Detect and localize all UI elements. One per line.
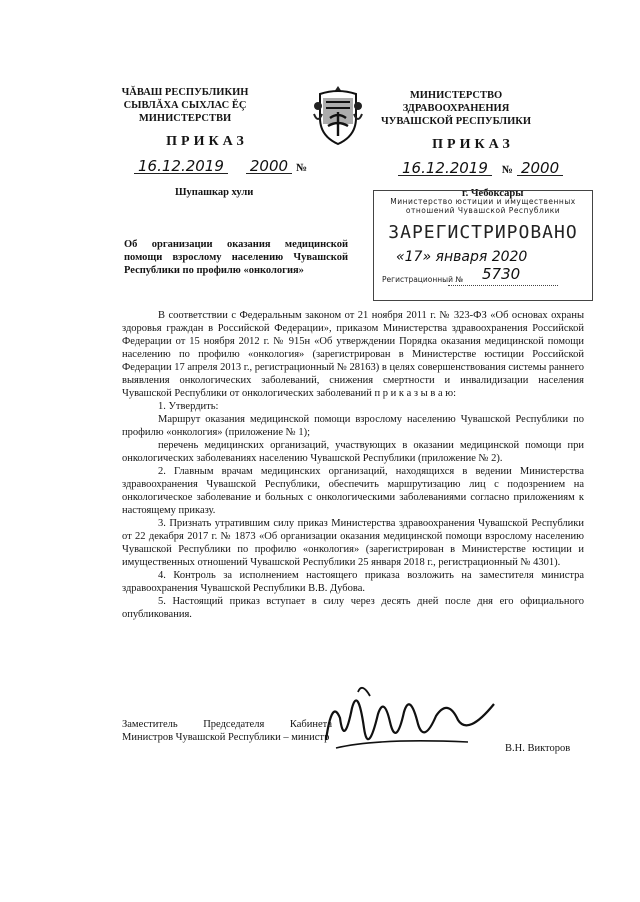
prikaz-right-date: 16.12.2019 — [398, 161, 492, 176]
stamp-date: «17» января 2020 — [396, 249, 528, 265]
header-left-line3: МИНИСТЕРСТВИ — [138, 113, 232, 124]
stamp-reg-number: 5730 — [482, 265, 521, 283]
prikaz-left-date-row — [134, 158, 324, 176]
document-title: Об организации оказания медицинской помощи взрослому населению Чувашской Республики по профилю «онкология» — [124, 239, 348, 276]
header-left-line2: СЫВЛĂХА СЫХЛАС ĔÇ — [123, 100, 247, 111]
body-paragraph-3: Маршрут оказания медицинской помощи взрослому населению Чувашской Республики по профилю «онкология» (приложение № 1); — [122, 414, 584, 438]
header-left-line1: ЧĂВАШ РЕСПУБЛИКИН — [121, 87, 249, 98]
prikaz-right-city: г. Чебоксары — [462, 188, 524, 199]
registration-stamp — [373, 190, 593, 301]
document-body — [122, 309, 584, 621]
handwritten-signature-icon — [318, 678, 508, 768]
body-paragraph-6: 3. Признать утратившим силу приказ Министерства здравоохранения Чувашской Республики от 22 декабря 2017 г. № 1873 «Об организации оказания медицинской помощи взрослому населению Чувашской Республики по профилю «онкология» (зарегистрирован в Министерстве юстиции и имущественных отношений Чувашской Республики 25 января 2018 г., регистрационный № 4301). — [122, 518, 584, 568]
header-right-line2: ЗДРАВООХРАНЕНИЯ — [402, 103, 510, 114]
chuvash-coat-of-arms-icon — [312, 84, 364, 146]
body-paragraph-7: 4. Контроль за исполнением настоящего приказа возложить на заместителя министра здравоохранения Чувашской Республики В.В. Дубова. — [122, 570, 584, 594]
prikaz-left-date: 16.12.2019 — [134, 159, 228, 174]
stamp-status: ЗАРЕГИСТРИРОВАНО — [388, 222, 578, 243]
stamp-line2: отношений Чувашской Республики — [405, 206, 561, 215]
stamp-reg-label: Регистрационный № — [382, 275, 464, 284]
header-right — [372, 89, 540, 128]
prikaz-right-no-sign: № — [501, 164, 513, 176]
body-paragraph-2: 1. Утвердить: — [158, 401, 219, 412]
header-right-line3: ЧУВАШСКОЙ РЕСПУБЛИКИ — [380, 116, 532, 127]
header-left — [100, 86, 270, 125]
prikaz-left-title: ПРИКАЗ — [166, 134, 248, 149]
prikaz-right-date-row — [398, 160, 598, 178]
prikaz-left-number: 2000 — [246, 159, 292, 174]
stamp-line1: Министерство юстиции и имущественных — [390, 197, 576, 206]
body-paragraph-4: перечень медицинских организаций, участвующих в оказании медицинской помощи при онкологических заболеваниях населению Чувашской Республики (приложение № 2). — [122, 440, 584, 464]
body-paragraph-1: В соответствии с Федеральным законом от 21 ноября 2011 г. № 323-ФЗ «Об основах охраны здоровья граждан в Российской Федерации», приказом Министерства здравоохранения Российской Федерации от 15 ноября 2012 г. № 915н «Об утверждении Порядка оказания медицинской помощи населению по профилю «онкология» (зарегистрирован в Министерстве юстиции Российской Федерации 17 апреля 2013 г., регистрационный № 28163) в целях совершенствования системы раннего выявления онкологических заболеваний, снижения смертности и инвалидизации населения Чувашской Республики от онкологических заболеваний п р и к а з ы в а ю: — [122, 310, 584, 399]
stamp-ministry — [374, 197, 592, 215]
header-right-line1: МИНИСТЕРСТВО — [409, 90, 503, 101]
signatory-name: В.Н. Викторов — [505, 743, 571, 754]
prikaz-left-city: Шупашкар хули — [175, 187, 254, 198]
body-paragraph-8: 5. Настоящий приказ вступает в силу через десять дней после дня его официального опубликования. — [122, 596, 584, 620]
body-paragraph-5: 2. Главным врачам медицинских организаций, находящихся в ведении Министерства здравоохранения Чувашской Республики, обеспечить маршрутизацию лиц с подозрением на онкологическое заболевание и больных с онкологическими заболеваниями согласно приложениям к настоящему приказу. — [122, 466, 584, 516]
prikaz-left-no-sign: № — [296, 162, 308, 174]
prikaz-right-number: 2000 — [517, 161, 563, 176]
prikaz-right-title: ПРИКАЗ — [432, 137, 514, 152]
signature-position: Заместитель Председателя Кабинета Министров Чувашской Республики – министр — [122, 719, 332, 743]
